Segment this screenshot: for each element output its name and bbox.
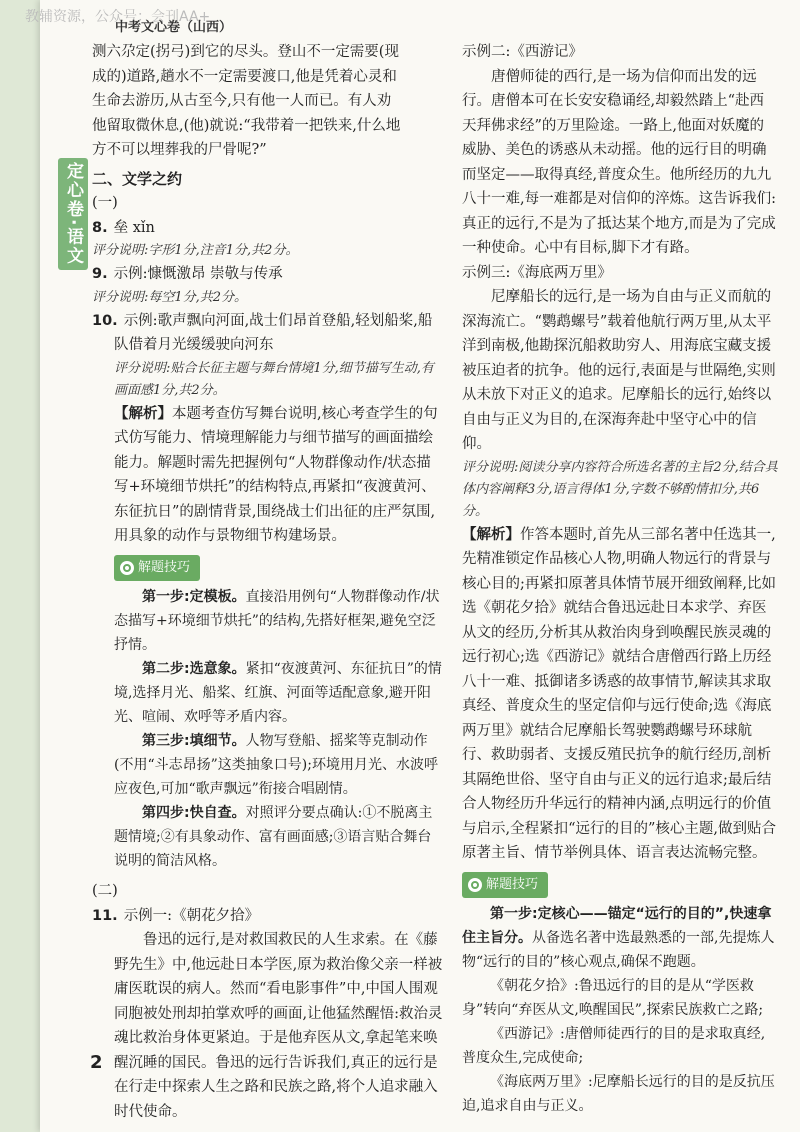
question-11 — [92, 904, 444, 929]
question-9 — [92, 262, 444, 287]
example-text: 唐僧师徒的西行,是一场为信仰而出发的远行。唐僧本可在长安安稳诵经,却毅然踏上“赴西天拜佛求经”的万里险途。一路上,他面对妖魔的威胁、美色的诱惑从未动摇。他的远行目的明确而坚定——取得真经,普度众生。他所经历的九九八十一难,每一难都是对信仰的淬炼。这告诉我们:真正的远行,不是为了抵达某个地方,而是为了完成一种使命。心中有目标,脚下才有路。 — [462, 68, 776, 256]
question-10 — [92, 309, 444, 358]
analysis — [92, 402, 444, 549]
example-text: 尼摩船长的远行,是一场为自由与正义而航的深海流亡。“鹦鹉螺号”载着他航行两万里,从太平洋到南极,他勘探沉船救助穷人、用海底宝藏支援被压迫者的抗争。他的远行,表面是与世隔绝,实则从未放下对正义的追求。尼摩船长的远行,始终以自由与正义为目的,在深海奔赴中坚守心中的信仰。 — [462, 289, 776, 452]
watermark: 教辅资源，公众号：会刊AA+ — [25, 9, 211, 25]
analysis-label: 【解析】 — [114, 404, 172, 422]
tip-label: 解题技巧 — [138, 559, 191, 575]
step-head: 第四步:快自查。 — [142, 805, 246, 821]
magnifier-icon — [120, 561, 134, 575]
example-title: 示例二:《西游记》 — [462, 44, 583, 60]
scoring-note: 评分说明:阅读分享内容符合所选名著的主旨2分,结合具体内容阐释3分,语言得体1分,字数不够酌情扣分,共6分。 — [462, 459, 778, 519]
step-body: 紧扣“夜渡黄河、东征抗日”的情境,选择月光、船桨、红旗、河面等适配意象,避开阳光、喧闹、欢呼等矛盾内容。 — [114, 661, 442, 725]
step-head: 第一步:定核心——锚定“远行的目的”,快速拿住主旨分。 — [462, 906, 772, 946]
tip-step — [462, 902, 778, 974]
step-body: 从备选名著中选最熟悉的一部,先提炼人物“远行的目的”核心观点,确保不跑题。 — [462, 930, 775, 970]
step-body: 直接沿用例句“人物群像动作/状态描写+环境细节烘托”的结构,先搭好框架,避免空泛抒情。 — [114, 589, 440, 653]
scoring-note: 评分说明:贴合长征主题与舞台情境1分,细节描写生动,有画面感1分,共2分。 — [114, 360, 434, 398]
tip-step — [92, 657, 444, 729]
answer-text: 示例:歌声飘向河面,战士们昂首登船,轻划船桨,船队借着月光缓缓驶向河东 — [114, 312, 433, 353]
step-head: 第一步:定模板。 — [142, 589, 246, 605]
answer-text: 示例:慷慨激昂 崇敬与传承 — [113, 266, 283, 282]
intro-line: 方不可以埋葬我的尸骨呢?” — [92, 142, 267, 158]
right-column — [462, 40, 778, 1118]
intro-line: 生命去游历,从古至今,只有他一人而已。有人劝 — [92, 93, 392, 109]
example-text: 鲁迅的远行,是对救国救民的人生求索。在《藤野先生》中,他远赴日本学医,原为救治像父亲一样被庸医耽误的病人。然而“看电影事件”中,中国人围观同胞被处刑却拍掌欢呼的画面,让他猛然醒悟:救治灵魂比救治身体更紧迫。于是他弃医从文,拿起笔来唤醒沉睡的国民。鲁迅的远行告诉我们,真正的远行是在行走中探索人生之路和民族之路,将个人追求融入时代使命。 — [114, 932, 443, 1120]
analysis-label: 【解析】 — [462, 525, 520, 543]
side-tab: 定心卷·语文 — [58, 158, 88, 270]
answer-text: 垒 xǐn — [113, 219, 155, 236]
tip-badge — [114, 555, 200, 582]
intro-line: 测六尕定(拐弓)到它的尽头。登山不一定需要(现 — [92, 44, 399, 60]
question-number: 9. — [92, 266, 108, 282]
tip-item: 《西游记》:唐僧师徒西行的目的是求取真经,普度众生,完成使命; — [462, 1026, 766, 1066]
tip-step — [92, 585, 444, 657]
left-column — [92, 40, 444, 1124]
tip-item: 《海底两万里》:尼摩船长远行的目的是反抗压迫,追求自由与正义。 — [462, 1074, 775, 1114]
question-8 — [92, 216, 444, 241]
scoring-note: 评分说明:字形1分,注音1分,共2分。 — [92, 243, 299, 258]
tip-step — [92, 729, 444, 801]
scoring-note: 评分说明:每空1分,共2分。 — [92, 289, 248, 305]
analysis-text: 本题考查仿写舞台说明,核心考查学生的句式仿写能力、情境理解能力与细节描写的画面描绘能力。解题时需先把握例句“人物群像动作/状态描写+环境细节烘托”的结构特点,再紧扣“夜渡黄河、东征抗日”的剧情背景,围绕战士们出征的庄严氛围,用具象的动作与景物细节构建场景。 — [114, 405, 438, 544]
book-title: 中考文心卷（山西） — [115, 20, 233, 35]
tip-step — [92, 801, 444, 873]
step-head: 第二步:选意象。 — [142, 661, 246, 677]
step-body: 人物写登船、摇桨等克制动作(不用“斗志昂扬”这类抽象口号);环境用月光、水波呼应夜色,可加“歌声飘远”衔接合唱剧情。 — [114, 733, 438, 797]
question-number: 11. — [92, 907, 118, 924]
part-label: (二) — [92, 883, 118, 899]
tip-badge — [462, 872, 548, 899]
tip-label: 解题技巧 — [486, 876, 539, 892]
example-title: 示例一:《朝花夕拾》 — [123, 907, 260, 924]
part-label: (一) — [92, 195, 118, 211]
question-number: 8. — [92, 219, 108, 236]
analysis-text: 作答本题时,首先从三部名著中任选其一,先精准锁定作品核心人物,明确人物远行的背景与核心目的;再紧扣原著具体情节展开细致阐释,比如选《朝花夕拾》就结合鲁迅远赴日本求学、弃医从文的经历,分析其从救治肉身到唤醒民族灵魂的远行初心;选《西游记》就结合唐僧西行路上历经八十一难、抵御诸多诱惑的故事情节,解读其求取真经、普度众生的坚定信仰与远行使命;选《海底两万里》就结合尼摩船长驾驶鹦鹉螺号环球航行、救助弱者、支援反殖民抗争的航行经历,剖析其隔绝世俗、坚守自由与正义的远行追求;最后结合人物经历升华远行的精神内涵,点明远行的价值与启示,全程紧扣“远行的目的”核心主题,做到贴合原著主旨、情节举例具体、语言表达流畅完整。 — [462, 526, 777, 861]
question-number: 10. — [92, 312, 118, 329]
magnifier-icon — [468, 878, 482, 892]
step-body: 对照评分要点确认:①不脱离主题情境;②有具象动作、富有画面感;③语言贴合舞台说明的简洁风格。 — [114, 805, 433, 869]
analysis — [462, 523, 778, 866]
page-number: 2 — [90, 1052, 103, 1073]
intro-line: 他留取微休息,(他)就说:“我带着一把铁来,什么地 — [92, 117, 401, 134]
section-title: 二、文学之约 — [92, 169, 183, 188]
example-title: 示例三:《海底两万里》 — [462, 264, 612, 281]
intro-line: 成的)道路,趟水不一定需要渡口,他是凭着心灵和 — [92, 68, 397, 85]
tip-item: 《朝花夕拾》:鲁迅远行的目的是从“学医救身”转向“弃医从文,唤醒国民”,探索民族救亡之路; — [462, 978, 764, 1018]
step-head: 第三步:填细节。 — [142, 733, 246, 749]
